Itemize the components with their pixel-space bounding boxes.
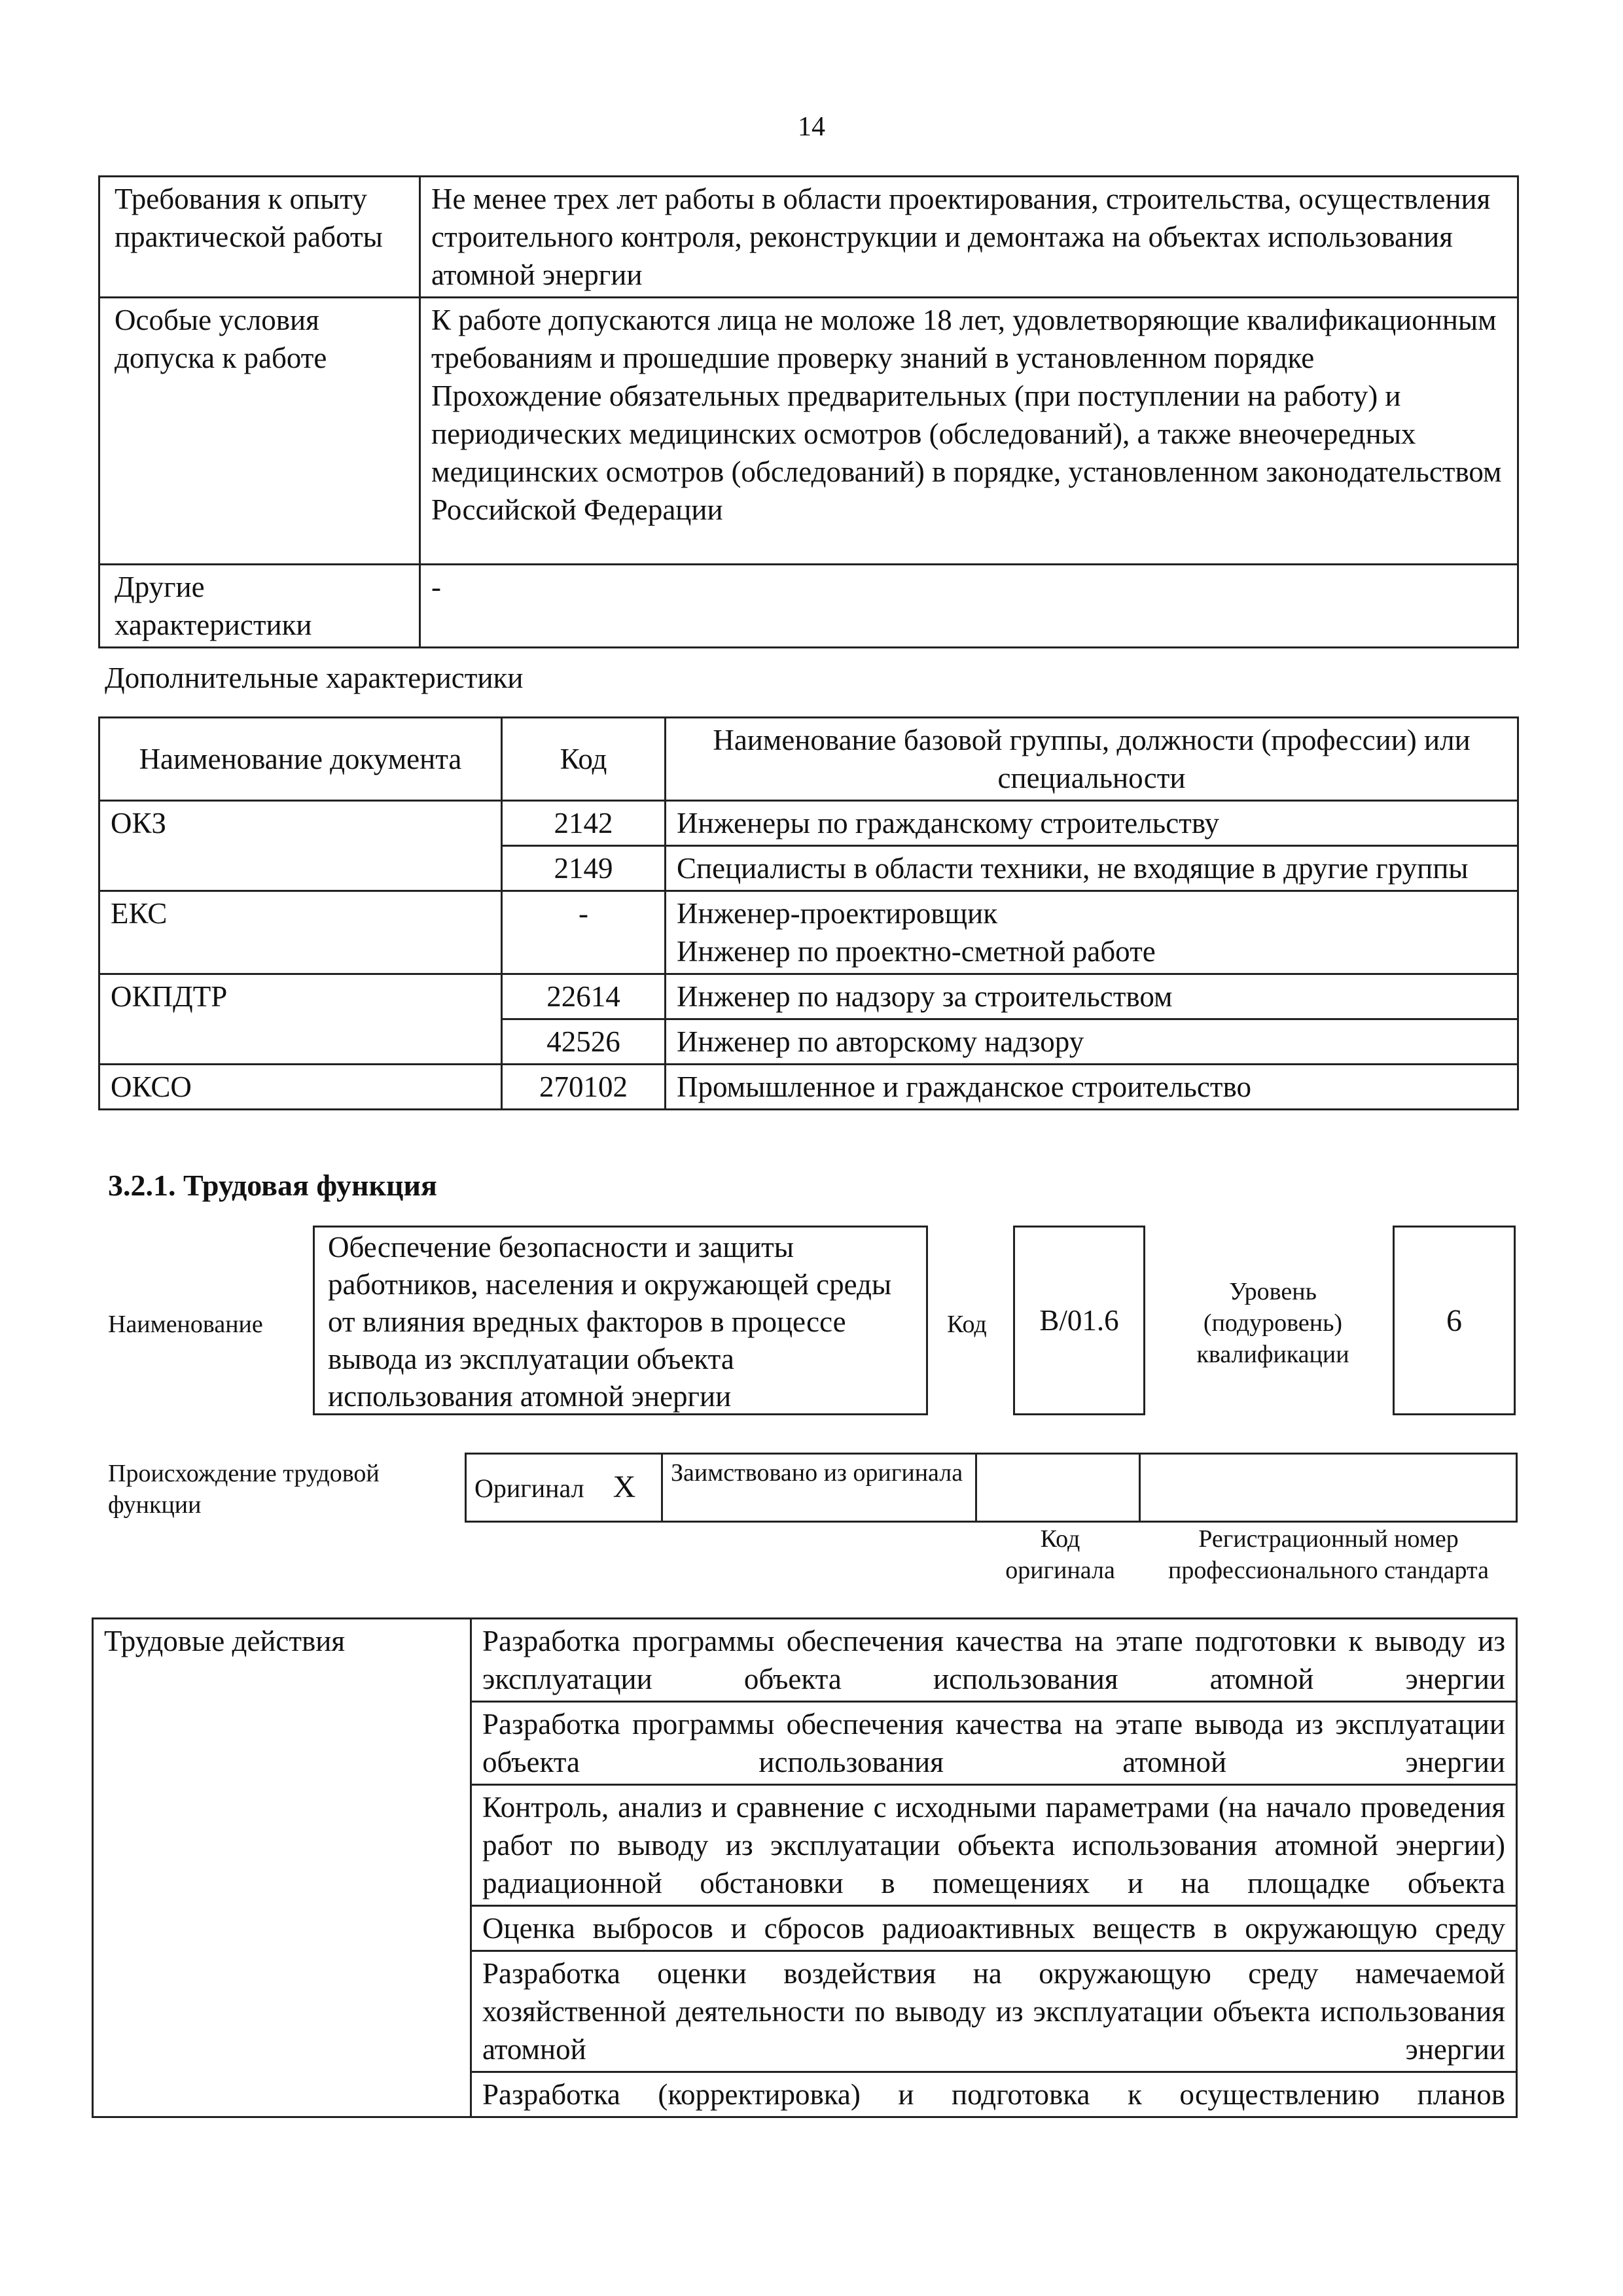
requirement-label: Другие характеристики xyxy=(99,565,420,648)
name-cell: Инженеры по гражданскому строительству xyxy=(666,801,1518,846)
name-line: Инженер по проектно-сметной работе xyxy=(677,935,1156,968)
labor-action-item: Разработка программы обеспечения качества на этапе подготовки к выводу из эксплуатации объекта использования атомной энергии xyxy=(471,1619,1517,1702)
origin-table xyxy=(465,1453,1518,1523)
original-cell xyxy=(466,1454,662,1522)
original-label: Оригинал xyxy=(474,1473,584,1503)
requirement-value: Не менее трех лет работы в области проектирования, строительства, осуществления строительного контроля, реконструкции и демонтажа на объектах использования атомной энергии xyxy=(420,177,1518,298)
name-line: Инженер-проектировщик xyxy=(677,897,998,930)
function-name-box xyxy=(313,1226,928,1415)
page-number: 14 xyxy=(798,112,825,142)
column-header: Код xyxy=(502,718,666,801)
table-row xyxy=(99,801,1518,846)
requirements-table xyxy=(98,175,1519,648)
labor-action-item: Оценка выбросов и сбросов радиоактивных веществ в окружающую среду xyxy=(471,1906,1517,1951)
code-cell: 2149 xyxy=(502,846,666,891)
labor-action-item: Разработка программы обеспечения качества на этапе вывода из эксплуатации объекта использования атомной энергии xyxy=(471,1702,1517,1785)
code-cell: 22614 xyxy=(502,974,666,1019)
table-row xyxy=(99,1065,1518,1110)
table-row xyxy=(99,1019,1518,1065)
labor-actions-table xyxy=(92,1617,1518,2118)
original-code-caption: Код оригинала xyxy=(1005,1525,1115,1584)
table-row xyxy=(466,1454,1517,1522)
table-row xyxy=(99,846,1518,891)
labor-actions-label: Трудовые действия xyxy=(93,1619,471,2117)
level-value: 6 xyxy=(1446,1303,1462,1338)
reg-number-caption: Регистрационный номер профессионального стандарта xyxy=(1168,1525,1489,1584)
level-label: Уровень (подуровень) квалификации xyxy=(1196,1278,1349,1368)
level-box xyxy=(1393,1226,1516,1415)
requirement-value-paragraph: Прохождение обязательных предварительных (при поступлении на работу) и периодических медицинских осмотров (обследований), а также внеочередных медицинских осмотров (обследований) в порядке, установленном законодательством Российской Федерации xyxy=(431,380,1502,526)
doc-cell: ОКЗ xyxy=(99,801,502,846)
additional-characteristics-table xyxy=(98,716,1519,1110)
name-cell: Инженер по авторскому надзору xyxy=(666,1019,1518,1065)
additional-characteristics-title: Дополнительные характеристики xyxy=(105,662,524,694)
code-label: Код xyxy=(947,1311,987,1338)
column-header: Наименование документа xyxy=(99,718,502,801)
labor-action-item: Разработка оценки воздействия на окружающую среду намечаемой хозяйственной деятельности по выводу из эксплуатации объекта использования атомной энергии xyxy=(471,1951,1517,2072)
doc-cell: ОКСО xyxy=(99,1065,502,1110)
code-cell: 2142 xyxy=(502,801,666,846)
reg-number-cell xyxy=(1140,1454,1517,1522)
doc-cell xyxy=(99,1019,502,1065)
name-cell: Специалисты в области техники, не входящие в другие группы xyxy=(666,846,1518,891)
labor-action-item: Разработка (корректировка) и подготовка к осуществлению планов xyxy=(471,2072,1517,2117)
name-cell: Инженер по надзору за строительством xyxy=(666,974,1518,1019)
name-cell: Промышленное и гражданское строительство xyxy=(666,1065,1518,1110)
table-header-row xyxy=(99,718,1518,801)
doc-cell: ЕКС xyxy=(99,891,502,974)
code-cell: - xyxy=(502,891,666,974)
requirement-value: - xyxy=(420,565,1518,648)
name-label: Наименование xyxy=(108,1311,263,1338)
table-row xyxy=(99,891,1518,974)
name-cell xyxy=(666,891,1518,974)
origin-label: Происхождение трудовой функции xyxy=(108,1460,380,1519)
requirement-value xyxy=(420,298,1518,565)
code-cell: 42526 xyxy=(502,1019,666,1065)
requirement-value-paragraph: К работе допускаются лица не моложе 18 лет, удовлетворяющие квалификационным требованиям и прошедшие проверку знаний в установленном порядке xyxy=(431,304,1497,374)
function-name: Обеспечение безопасности и защиты работников, населения и окружающей среды от влияния вредных факторов в процессе вывода из эксплуатации объекта использования атомной энергии xyxy=(328,1231,892,1413)
code-box xyxy=(1013,1226,1145,1415)
table-row xyxy=(99,177,1518,298)
labor-action-item: Контроль, анализ и сравнение с исходными параметрами (на начало проведения работ по выводу из эксплуатации объекта использования атомной энергии) радиационной обстановки в помещениях и на площадке объекта xyxy=(471,1785,1517,1906)
table-row xyxy=(99,974,1518,1019)
code-cell: 270102 xyxy=(502,1065,666,1110)
table-row xyxy=(99,565,1518,648)
table-row xyxy=(93,1619,1517,1702)
requirement-label: Требования к опыту практической работы xyxy=(99,177,420,298)
original-code-cell xyxy=(976,1454,1140,1522)
doc-cell xyxy=(99,846,502,891)
doc-cell: ОКПДТР xyxy=(99,974,502,1019)
column-header: Наименование базовой группы, должности (профессии) или специальности xyxy=(666,718,1518,801)
table-row xyxy=(99,298,1518,565)
code-value: В/01.6 xyxy=(1039,1304,1119,1337)
borrowed-label: Заимствовано из оригинала xyxy=(662,1454,976,1522)
requirement-label: Особые условия допуска к работе xyxy=(99,298,420,565)
original-mark: X xyxy=(613,1469,636,1504)
section-title: 3.2.1. Трудовая функция xyxy=(108,1169,437,1202)
